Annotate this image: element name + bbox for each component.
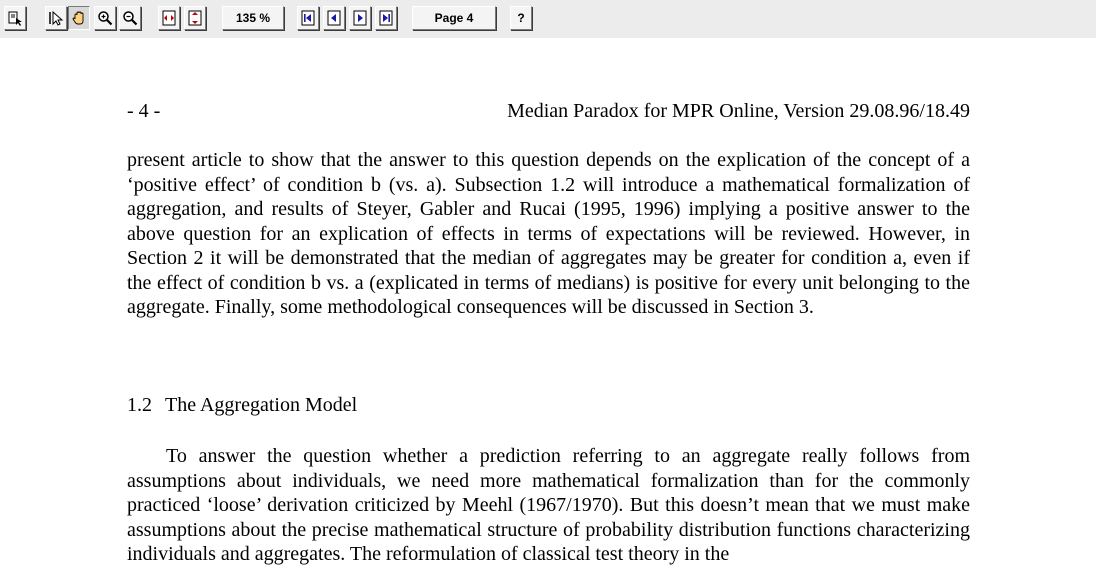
- next-page-icon: [352, 10, 368, 26]
- page-number: - 4 -: [127, 100, 161, 122]
- paragraph: To answer the question whether a prediction referring to an aggregate really follows from assumptions about individuals, we need more mathematical formalization than for the commonly practiced ‘loose’ derivation criticized by Meehl (1967/1970). But this doesn’t mean that we must make assumptions about the precise mathematical structure of probability distribution functions characterizing individuals and aggregates. The reformulation of classical test theory in the: [127, 445, 970, 565]
- previous-page-button[interactable]: [323, 6, 345, 30]
- first-page-icon: [300, 10, 316, 26]
- help-button[interactable]: [510, 6, 532, 30]
- zoom-out-button[interactable]: [119, 6, 141, 30]
- hand-tool-button[interactable]: [68, 6, 90, 30]
- hand-icon: [71, 10, 87, 26]
- fit-height-button[interactable]: [184, 6, 206, 30]
- help-label: ?: [517, 11, 525, 25]
- paragraph: present article to show that the answer to this question depends on the explication of the concept of a ‘positive effect’ of condition b (vs. a). Subsection 1.2 will introduce a mathematical formalization of aggregation, and results of Steyer, Gabler and Rucai (1995, 1996) implying a positive answer to the above question for an explication of effects in terms of expectations will be reviewed. However, in Section 2 it will be demonstrated that the median of aggregates may be greater for condition a, even if the effect of condition b vs. a (explicated in terms of medians) is positive for every unit belonging to the aggregate. Finally, some methodological consequences will be discussed in Section 3.: [127, 149, 970, 318]
- zoom-level-button[interactable]: [222, 6, 284, 30]
- first-page-button[interactable]: [297, 6, 319, 30]
- page-header: [127, 100, 970, 126]
- last-page-button[interactable]: [375, 6, 397, 30]
- section-number: 1.2: [127, 394, 152, 416]
- toolbar: [0, 0, 1096, 38]
- next-page-button[interactable]: [349, 6, 371, 30]
- page-indicator-button[interactable]: [412, 6, 496, 30]
- arrow-pointer-icon: [48, 10, 64, 26]
- select-text-button[interactable]: [4, 6, 26, 30]
- document-page: [0, 38, 1096, 569]
- zoom-in-button[interactable]: [94, 6, 116, 30]
- zoom-in-icon: [97, 10, 113, 26]
- zoom-level-label: 135 %: [235, 11, 271, 25]
- select-tool-button[interactable]: [45, 6, 67, 30]
- section-title: The Aggregation Model: [165, 394, 358, 416]
- last-page-icon: [378, 10, 394, 26]
- running-title: Median Paradox for MPR Online, Version 29.08.96/18.49: [507, 100, 970, 122]
- previous-page-icon: [326, 10, 342, 26]
- fit-height-icon: [187, 10, 203, 26]
- fit-width-button[interactable]: [158, 6, 180, 30]
- select-text-icon: [7, 10, 23, 26]
- zoom-out-icon: [122, 10, 138, 26]
- section-heading: [127, 394, 970, 417]
- fit-width-icon: [161, 10, 177, 26]
- page-indicator-label: Page 4: [434, 11, 474, 25]
